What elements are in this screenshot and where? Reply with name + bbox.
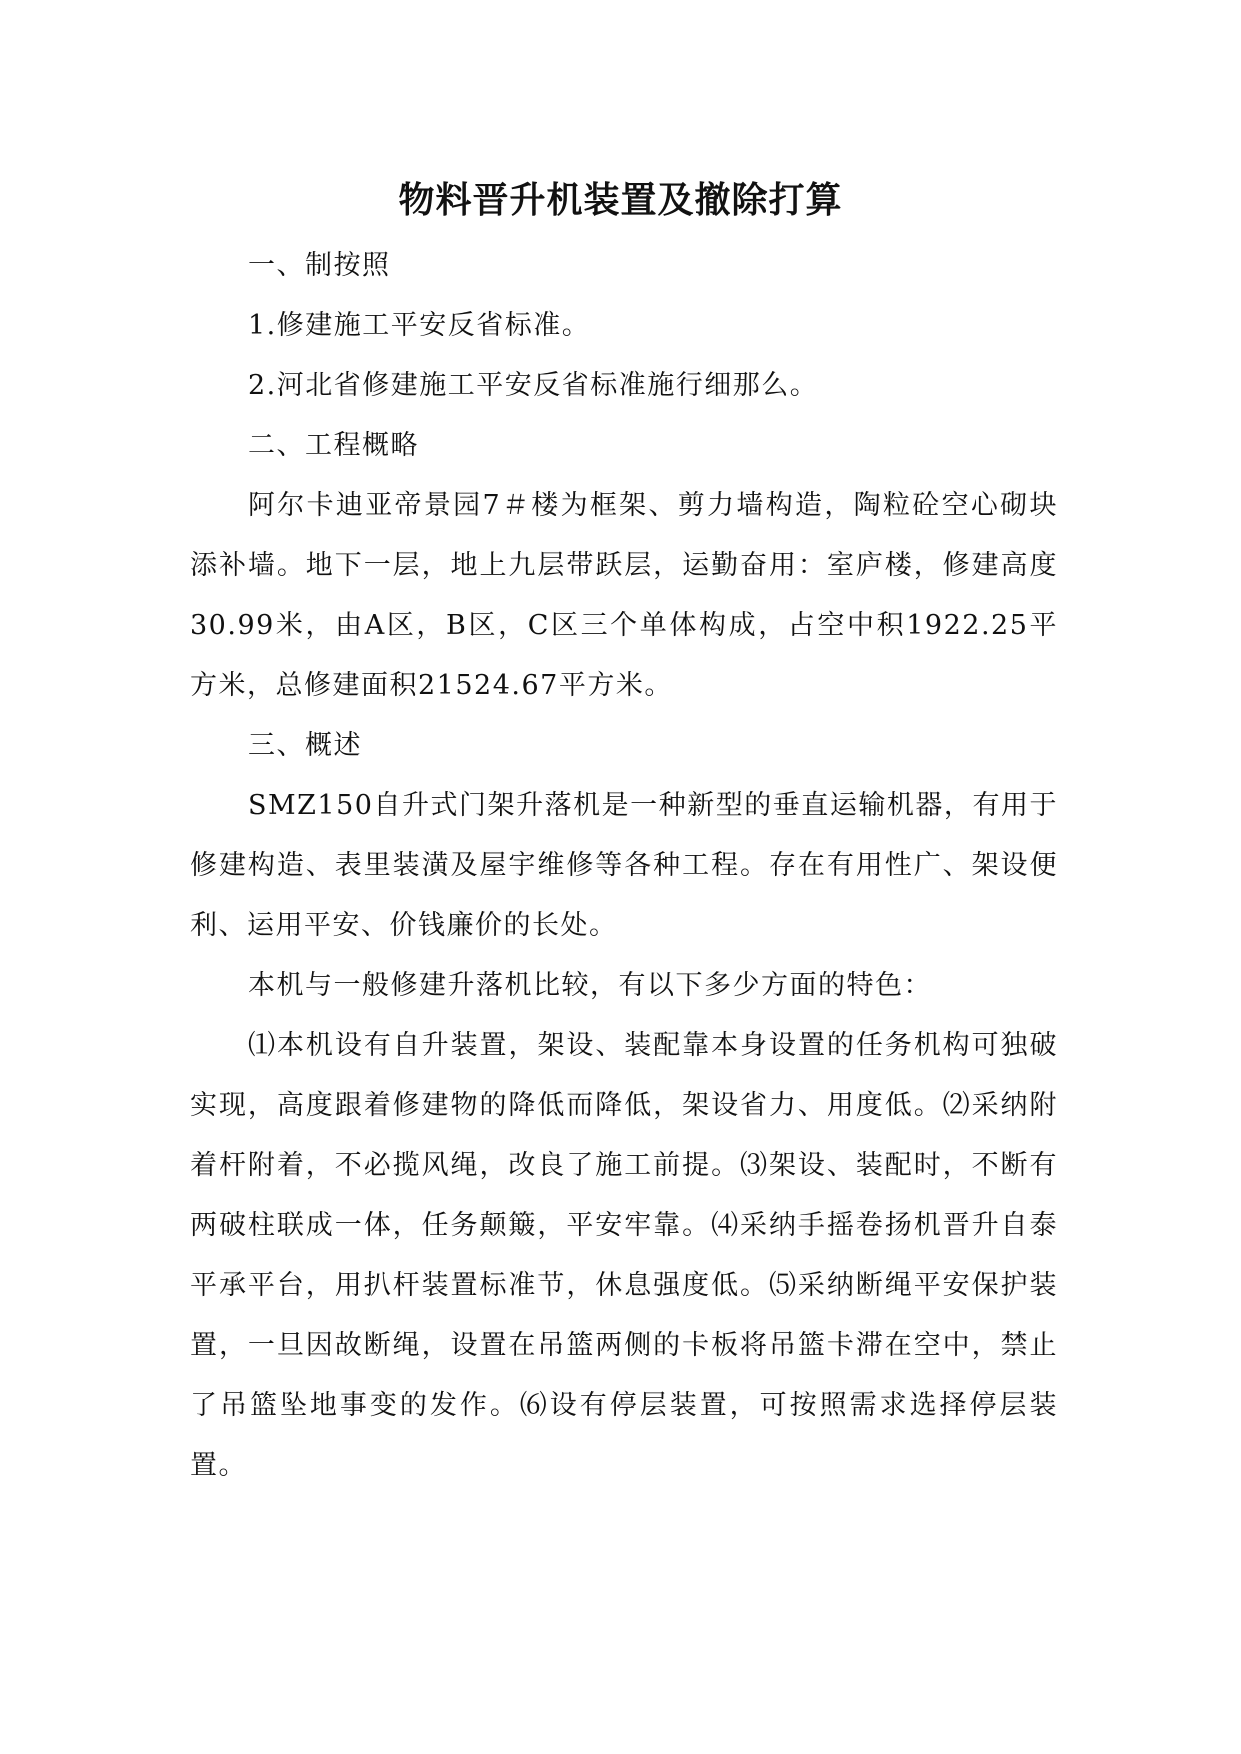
section-heading-project-overview: 二、工程概略 xyxy=(248,430,419,461)
basis-item-2: 2.河北省修建施工平安反省标准施行细那么。 xyxy=(248,370,819,401)
basis-item-1: 1.修建施工平安反省标准。 xyxy=(248,310,591,341)
summary-paragraph: SMZ150自升式门架升落机是一种新型的垂直运输机器，有用于修建构造、表里装潢及屋宇维修等各种工程。存在有用性广、架设便利、运用平安、价钱廉价的长处。 xyxy=(190,790,1058,941)
section-heading-summary: 三、概述 xyxy=(248,730,362,761)
document-body xyxy=(190,236,1058,1496)
features-intro-paragraph: 本机与一般修建升落机比较，有以下多少方面的特色： xyxy=(248,970,932,1001)
project-overview-paragraph: 阿尔卡迪亚帝景园7＃楼为框架、剪力墙构造，陶粒砼空心砌块添补墙。地下一层，地上九层带跃层，运勤奋用：室庐楼，修建高度30.99米，由A区，B区，C区三个单体构成，占空中积1922.25平方米，总修建面积21524.67平方米。 xyxy=(190,490,1058,701)
document-title: 物料晋升机装置及撤除打算 xyxy=(398,179,843,221)
features-list-paragraph: ⑴本机设有自升装置，架设、装配靠本身设置的任务机构可独破实现，高度跟着修建物的降低而降低，架设省力、用度低。⑵采纳附着杆附着，不必揽风绳，改良了施工前提。⑶架设、装配时，不断有两破柱联成一体，任务颠簸，平安牢靠。⑷采纳手摇卷扬机晋升自泰平承平台，用扒杆装置标准节，休息强度低。⑸采纳断绳平安保护装置，一旦因故断绳，设置在吊篮两侧的卡板将吊篮卡滞在空中，禁止了吊篮坠地事变的发作。⑹设有停层装置，可按照需求选择停层装置。 xyxy=(190,1030,1058,1481)
section-heading-basis: 一、制按照 xyxy=(248,250,391,281)
